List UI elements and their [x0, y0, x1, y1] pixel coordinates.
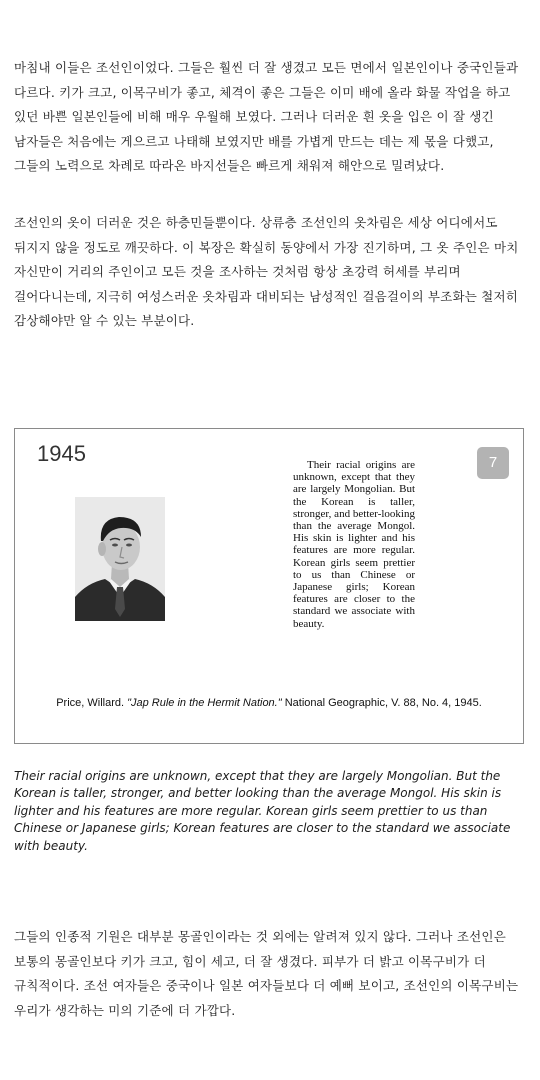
korean-paragraph-1: 마침내 이들은 조선인이었다. 그들은 훨씬 더 잘 생겼고 모든 면에서 일본인이나 중국인들과 다르다. 키가 크고, 이목구비가 좋고, 체격이 좋은 그들은 이미 배에 올라 화물 작업을 하고 있던 바쁜 일본인들에 비해 매우 우월해 보였다. 그러나 더러운 흰 옷을 입은 이 잘 생긴 남자들은 처음에는 게으르고 나태해 보였지만 배를 가볍게 만드는 데는 제 몫을 다했고, 그들의 노력으로 차례로 따라온 바지선들은 빠르게 채워져 해안으로 밀려났다. — [14, 60, 519, 173]
portrait-photo-icon — [75, 497, 165, 621]
citation-author: Price, Willard. — [56, 697, 128, 709]
article-clipping-card — [14, 428, 524, 744]
citation-source: National Geographic, V. 88, No. 4, 1945. — [281, 697, 482, 709]
article-citation — [15, 697, 523, 709]
article-quote: Their racial origins are unknown, except that they are largely Mongolian. But the Korean is taller, stronger, and better-looking than the average Mongol. His skin is lighter and his features are more regular. Korean girls seem prettier to us than Chinese or Japanese girls; Korean features are closer to the standard we associate with beauty. — [293, 459, 415, 630]
korean-paragraph-2: 조선인의 옷이 더러운 것은 하층민들뿐이다. 상류층 조선인의 옷차림은 세상 어디에서도 뒤지지 않을 정도로 깨끗하다. 이 복장은 확실히 동양에서 가장 진기하며, 그 옷 주인은 마치 자신만이 거리의 주인이고 모든 것을 조사하는 것처럼 항상 초강력 허세를 부리며 걸어다니는데, 지극히 여성스러운 옷차림과 대비되는 남성적인 걸음걸이의 부조화는 철저히 감상해야만 알 수 있는 부분이다. — [14, 215, 519, 328]
korean-paragraph-3: 그들의 인종적 기원은 대부분 몽골인이라는 것 외에는 알려져 있지 않다. 그러나 조선인은 보통의 몽골인보다 키가 크고, 힘이 세고, 더 잘 생겼다. 피부가 더 밝고 이목구비가 더 규칙적이다. 조선 여자들은 중국이나 일본 여자들보다 더 예뻐 보이고, 조선인의 이목구비는 우리가 생각하는 미의 기준에 더 가깝다. — [14, 929, 519, 1018]
english-transcript: Their racial origins are unknown, except that they are largely Mongolian. But the Korean is taller, stronger, and better looking than the average Mongol. His skin is lighter and his features are more regular. Korean girls seem prettier to us than Chinese or Japanese girls; Korean features are closer to the standard we associate with beauty. — [14, 769, 511, 853]
page-number-badge: 7 — [477, 447, 509, 479]
portrait-photo — [75, 497, 165, 621]
clipping-year: 1945 — [37, 441, 86, 466]
citation-title: "Jap Rule in the Hermit Nation." — [127, 697, 282, 709]
